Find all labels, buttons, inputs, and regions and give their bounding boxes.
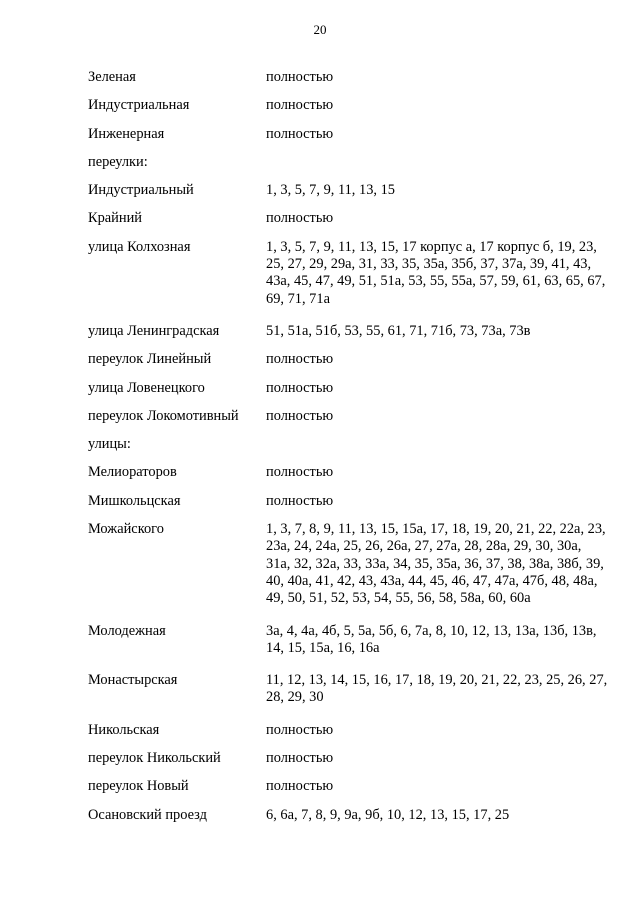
- street-row: [88, 672, 608, 707]
- street-row: [88, 380, 608, 397]
- street-row: [88, 323, 608, 340]
- house-numbers: 51, 51а, 51б, 53, 55, 61, 71, 71б, 73, 73а, 73в: [266, 322, 531, 339]
- house-numbers: 6, 6а, 7, 8, 9, 9а, 9б, 10, 12, 13, 15, 17, 25: [266, 806, 510, 823]
- page-number: 20: [313, 22, 327, 37]
- street-row: [88, 778, 608, 795]
- house-numbers: полностью: [266, 351, 334, 368]
- street-name: Крайний: [88, 210, 142, 227]
- street-name: Осановский проезд: [88, 806, 207, 823]
- section-heading: улицы:: [88, 436, 131, 453]
- street-row: [88, 408, 608, 425]
- house-numbers: 3а, 4, 4а, 4б, 5, 5а, 5б, 6, 7а, 8, 10, 12, 13, 13а, 13б, 13в, 14, 15, 15а, 16, 16а: [266, 622, 597, 656]
- street-name: улица Колхозная: [88, 238, 191, 255]
- street-row: [88, 126, 608, 143]
- house-numbers: 11, 12, 13, 14, 15, 16, 17, 18, 19, 20, 21, 22, 23, 25, 26, 27, 28, 29, 30: [266, 672, 608, 706]
- house-numbers: полностью: [266, 407, 334, 424]
- section-heading: переулки:: [88, 153, 148, 170]
- street-name: переулок Новый: [88, 778, 189, 795]
- street-name: Зеленая: [88, 69, 136, 85]
- street-name: Мелиораторов: [88, 464, 177, 481]
- street-name: улица Ленинградская: [88, 322, 220, 339]
- street-name: Молодежная: [88, 622, 166, 639]
- street-row: [88, 807, 608, 824]
- street-name: улица Ловенецкого: [88, 379, 205, 396]
- street-row: [88, 623, 608, 658]
- house-numbers: полностью: [266, 464, 334, 481]
- house-numbers: полностью: [266, 492, 334, 509]
- house-numbers: полностью: [266, 750, 334, 767]
- house-numbers: 1, 3, 5, 7, 9, 11, 13, 15: [266, 182, 395, 199]
- house-numbers: полностью: [266, 210, 334, 227]
- street-list: [88, 69, 608, 835]
- street-row: [88, 69, 608, 86]
- house-numbers: полностью: [266, 778, 334, 795]
- street-name: переулок Локомотивный: [88, 407, 239, 424]
- house-numbers: [266, 154, 608, 171]
- street-row: [88, 493, 608, 510]
- street-name: Индустриальный: [88, 182, 194, 199]
- street-name: переулок Линейный: [88, 351, 212, 368]
- street-name: Инженерная: [88, 125, 165, 142]
- street-row: [88, 182, 608, 199]
- section-heading-row: [88, 154, 608, 171]
- street-row: [88, 722, 608, 739]
- house-numbers: [266, 436, 608, 453]
- street-name: Никольская: [88, 721, 160, 738]
- street-name: Можайского: [88, 521, 164, 538]
- section-heading-row: [88, 436, 608, 453]
- house-numbers: полностью: [266, 379, 334, 396]
- street-name: Монастырская: [88, 672, 178, 689]
- house-numbers: полностью: [266, 97, 334, 114]
- street-name: Индустриальная: [88, 97, 190, 114]
- house-numbers: полностью: [266, 721, 334, 738]
- street-row: [88, 464, 608, 481]
- street-row: [88, 239, 608, 308]
- street-name: переулок Никольский: [88, 750, 221, 767]
- house-numbers: полностью: [266, 125, 334, 142]
- street-row: [88, 97, 608, 114]
- street-row: [88, 210, 608, 227]
- street-row: [88, 750, 608, 767]
- street-row: [88, 351, 608, 368]
- street-name: Мишкольцская: [88, 492, 181, 509]
- house-numbers: 1, 3, 5, 7, 9, 11, 13, 15, 17 корпус а, 17 корпус б, 19, 23, 25, 27, 29, 29а, 31, 33, 35, 35а, 35б, 37, 37а, 39, 41, 43, 43а, 45, 47, 49, 51, 51а, 53, 55, 55а, 57, 59, 61, 63, 65, 67, 69, 71, 71а: [266, 238, 606, 307]
- street-row: [88, 521, 608, 607]
- house-numbers: полностью: [266, 69, 334, 85]
- house-numbers: 1, 3, 7, 8, 9, 11, 13, 15, 15а, 17, 18, 19, 20, 21, 22, 22а, 23, 23а, 24, 24а, 25, 26, 26а, 27, 27а, 28, 28а, 29, 30, 30а, 31а, 32, 32а, 33, 33а, 34, 35, 35а, 36, 37, 38, 38а, 38б, 39, 40, 40а, 41, 42, 43, 43а, 44, 45, 46, 47, 47а, 47б, 48, 48а, 49, 50, 51, 52, 53, 54, 55, 56, 58, 58а, 60, 60а: [266, 521, 606, 607]
